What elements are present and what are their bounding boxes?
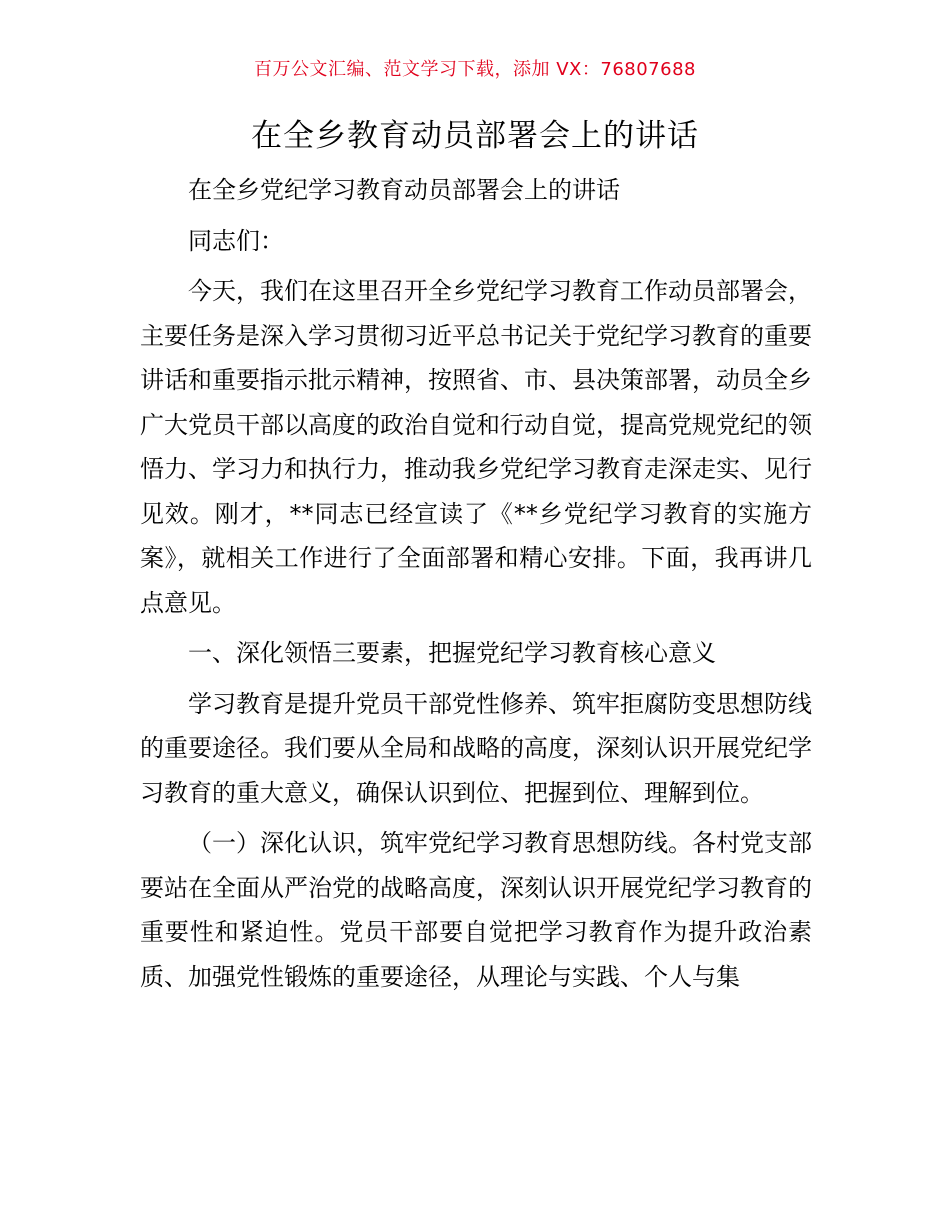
watermark-header: 百万公文汇编、范文学习下载，添加 VX：76807688	[254, 59, 696, 80]
salutation-paragraph: 同志们：	[188, 226, 284, 255]
intro-paragraph: 今天，我们在这里召开全乡党纪学习教育工作动员部署会，主要任务是深入学习贯彻习近平总书记关于党纪学习教育的重要讲话和重要指示批示精神，按照省、市、县决策部署，动员全乡广大党员干部以高度的政治自觉和行动自觉，提高党规党纪的领悟力、学习力和执行力，推动我乡党纪学习教育走深走实、见行见效。刚才，**同志已经宣读了《**乡党纪学习教育的实施方案》，就相关工作进行了全面部署和精心安排。下面，我再讲几点意见。	[140, 277, 812, 617]
subsection-1-paragraph: （一）深化认识，筑牢党纪学习教育思想防线。各村党支部要站在全面从严治党的战略高度，深刻认识开展党纪学习教育的重要性和紧迫性。党员干部要自觉把学习教育作为提升政治素质、加强党性锻炼的重要途径，从理论与实践、个人与集	[140, 829, 812, 991]
subtitle-paragraph: 在全乡党纪学习教育动员部署会上的讲话	[188, 176, 620, 204]
section-heading-1: 一、深化领悟三要素，把握党纪学习教育核心意义	[188, 639, 716, 667]
document-title: 在全乡教育动员部署会上的讲话	[251, 118, 699, 154]
section-1-paragraph: 学习教育是提升党员干部党性修养、筑牢拒腐防变思想防线的重要途径。我们要从全局和战略的高度，深刻认识开展党纪学习教育的重大意义，确保认识到位、把握到位、理解到位。	[140, 689, 812, 807]
document-body	[140, 168, 812, 1005]
